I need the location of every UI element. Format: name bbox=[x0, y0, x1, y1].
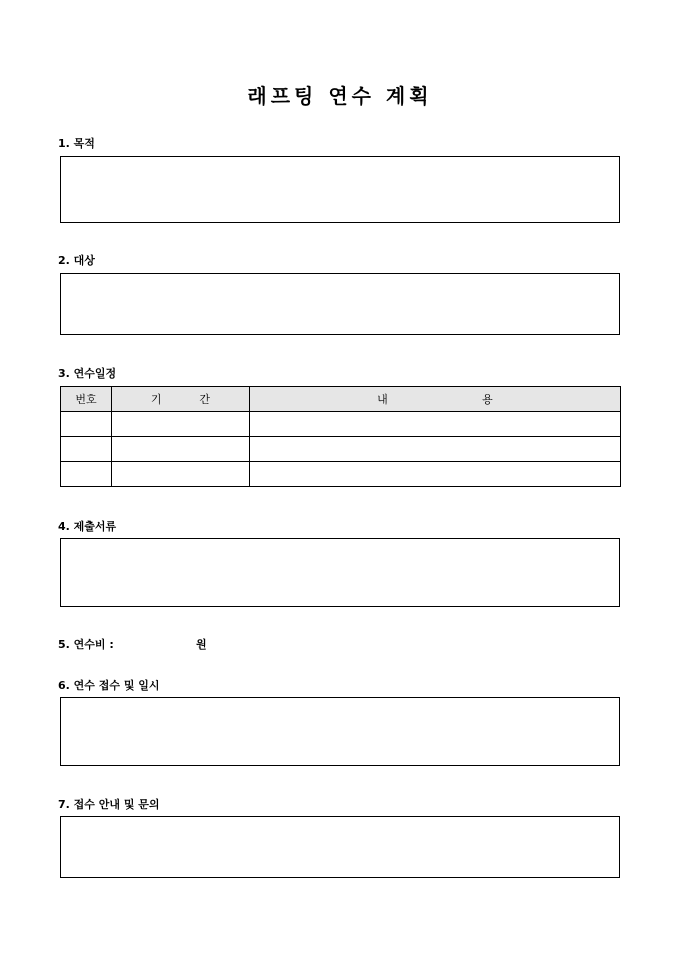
section-heading-contact: 7. 접수 안내 및 문의 bbox=[58, 798, 160, 811]
cell-period bbox=[112, 437, 250, 462]
cell-number bbox=[61, 412, 112, 437]
cell-period bbox=[112, 462, 250, 487]
section-heading-documents: 4. 제출서류 bbox=[58, 520, 117, 533]
section-heading-registration: 6. 연수 접수 및 일시 bbox=[58, 679, 160, 692]
schedule-table bbox=[60, 386, 621, 487]
section-heading-target: 2. 대상 bbox=[58, 254, 95, 267]
header-content-char1: 내 bbox=[377, 393, 388, 406]
fee-label: 5. 연수비 : bbox=[58, 638, 114, 651]
purpose-box bbox=[60, 156, 620, 223]
header-number: 번호 bbox=[61, 387, 112, 412]
cell-period bbox=[112, 412, 250, 437]
fee-unit: 원 bbox=[196, 638, 207, 651]
schedule-header-row bbox=[61, 387, 621, 412]
section-heading-purpose: 1. 목적 bbox=[58, 137, 95, 150]
cell-number bbox=[61, 462, 112, 487]
cell-content bbox=[250, 412, 621, 437]
cell-content bbox=[250, 437, 621, 462]
cell-number bbox=[61, 437, 112, 462]
registration-box bbox=[60, 697, 620, 766]
cell-content bbox=[250, 462, 621, 487]
header-content-char2: 용 bbox=[482, 393, 493, 406]
header-period-char2: 간 bbox=[199, 393, 211, 406]
header-period bbox=[112, 387, 250, 412]
header-period-char1: 기 bbox=[150, 393, 162, 406]
documents-box bbox=[60, 538, 620, 607]
table-row bbox=[61, 462, 621, 487]
page-title: 래프팅 연수 계획 bbox=[247, 84, 433, 108]
header-content bbox=[250, 387, 621, 412]
contact-box bbox=[60, 816, 620, 878]
target-box bbox=[60, 273, 620, 335]
section-heading-schedule: 3. 연수일정 bbox=[58, 367, 117, 380]
table-row bbox=[61, 412, 621, 437]
section-heading-fee bbox=[58, 636, 318, 652]
table-row bbox=[61, 437, 621, 462]
